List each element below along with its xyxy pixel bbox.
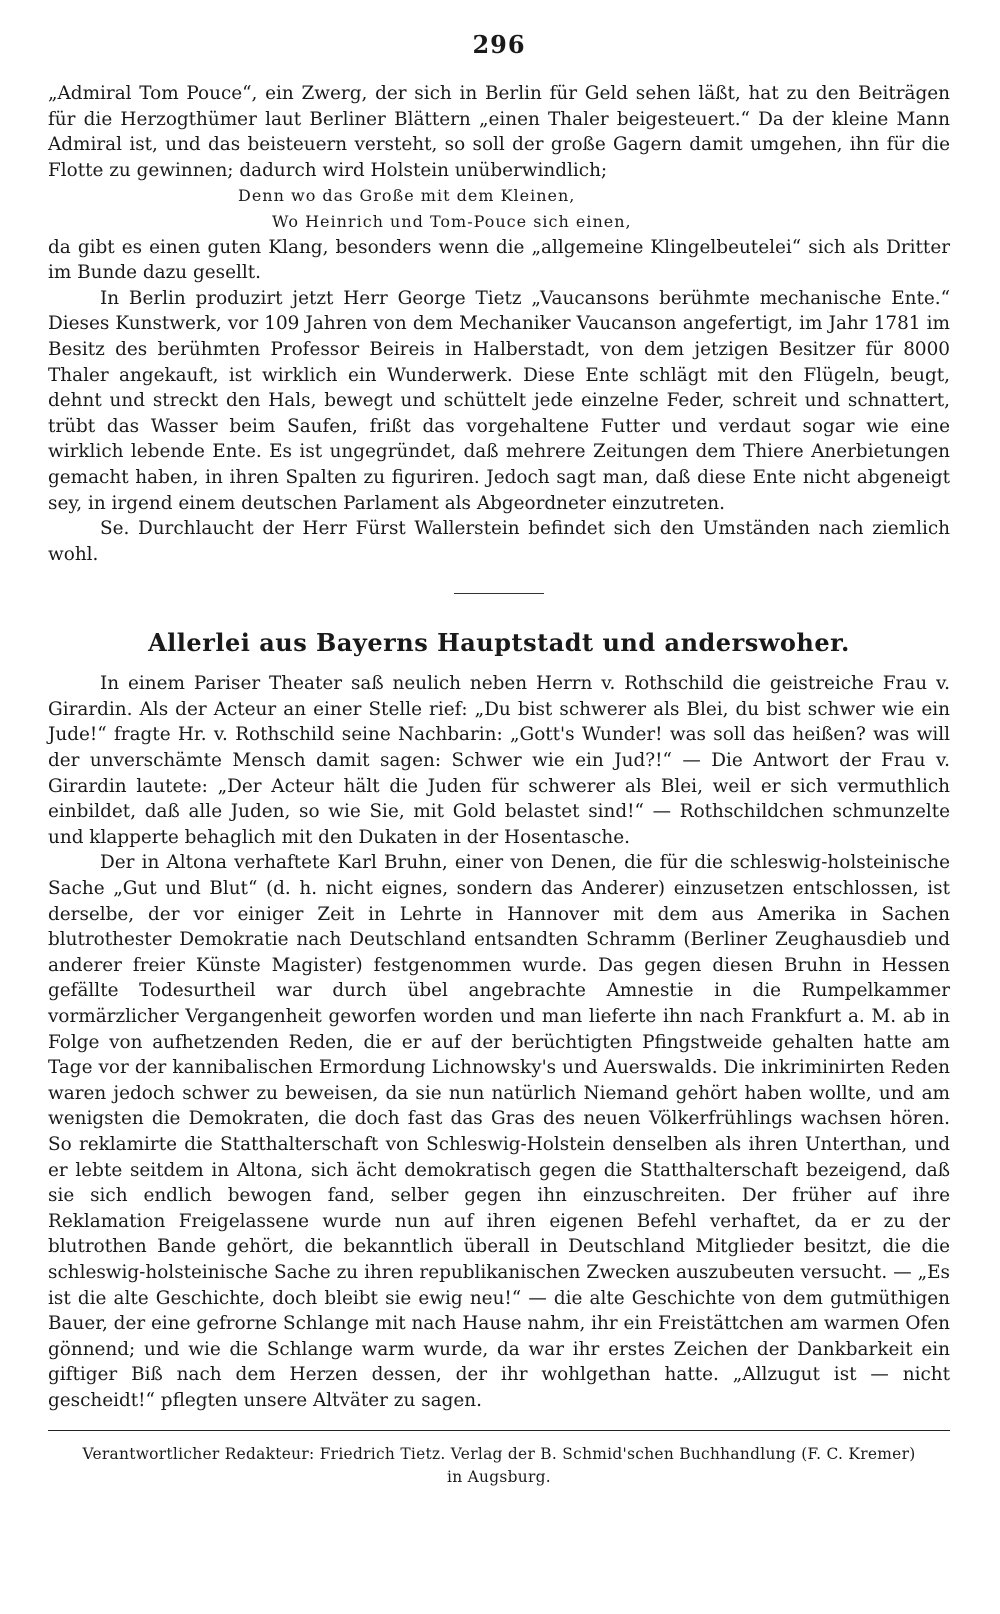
footer-rule — [48, 1430, 950, 1431]
article-paragraph-admiral: „Admiral Tom Pouce“, ein Zwerg, der sich in Berlin für Geld sehen läßt, hat zu den Beiträgen für die Herzogthümer laut Berliner Blättern „einen Thaler beigesteuert.“ Da der kleine Mann Admiral ist, und das beisteuern versteht, so soll der große Gagern damit umgehen, ihn für die Flotte zu gewinnen; dadurch wird Holstein unüberwindlich; — [48, 83, 950, 181]
article-paragraph-bruhn: Der in Altona verhaftete Karl Bruhn, einer von Denen, die für die schleswig-holsteinische Sache „Gut und Blut“ (d. h. nicht eignes, sondern das Anderer) einzusetzen entschlossen, ist derselbe, der vor einiger Zeit in Lehrte in Hannover mit dem aus Amerika in Sachen blutrothester Demokratie nach Deutschland entsandten Schramm (Berliner Zeughausdieb und anderer freier Künste Magister) festgenommen wurde. Das gegen diesen Bruhn in Hessen gefällte Todesurtheil war durch übel angebrachte Amnestie in die Rumpelkammer vormärzlicher Vergangenheit geworfen worden und man lieferte ihn nach Frankfurt a. M. ab in Folge von aufhetzenden Reden, die er auf der berüchtigten Pfingstweide gehalten hatte am Tage vor der kannibalischen Ermordung Lichnowsky's und Auerswalds. Die inkriminirten Reden waren jedoch schwer zu beweisen, da sie nun natürlich Niemand gehört haben wollte, und am wenigsten die Demokraten, die doch fast das Gras des neuen Völkerfrühlings wachsen hören. So reklamirte die Statthalterschaft von Schleswig-Holstein denselben als ihren Unterthan, und er lebte seitdem in Altona, sich ächt demokratisch gegen die Statthalterschaft bezeigend, daß sie sich endlich bewogen fand, selber gegen ihn einzuschreiten. Der früher auf ihre Reklamation Freigelassene wurde nun auf ihren eigenen Befehl verhaftet, da er zu der blutrothen Bande gehört, die bekanntlich überall in Deutschland Mitglieder besitzt, die die schleswig-holsteinische Sache zu ihren republikanischen Zwecken auszubeuten versucht. — „Es ist die alte Geschichte, doch bleibt sie ewig neu!“ — die alte Geschichte von dem gutmüthigen Bauer, der eine gefrorne Schlange mit nach Hause nahm, ihr ein Freistättchen am warmen Ofen gönnend; und wie die Schlange warm wurde, da war ihr erstes Zeichen der Dankbarkeit ein giftiger Biß nach dem Herzen dessen, der ihr wohlgethan hatte. „Allzugut ist — nicht gescheidt!“ pflegten unsere Altväter zu sagen. — [48, 852, 950, 1411]
section-headline: Allerlei aus Bayerns Hauptstadt und anderswoher. — [148, 628, 850, 658]
imprint-line-2: in Augsburg. — [447, 1467, 551, 1486]
article-paragraph-admiral-continued: da gibt es einen guten Klang, besonders wenn die „allgemeine Klingelbeutelei“ sich als Dritter im Bunde dazu gesellt. — [48, 236, 950, 284]
section-divider — [454, 593, 544, 594]
verse-line-2: Wo Heinrich und Tom-Pouce sich einen, — [272, 211, 632, 231]
article-paragraph-wallerstein: Se. Durchlaucht der Herr Fürst Wallerstein befindet sich den Umständen nach ziemlich wohl. — [48, 518, 950, 565]
article-paragraph-rothschild: In einem Pariser Theater saß neulich neben Herrn v. Rothschild die geistreiche Frau v. Girardin. Als der Acteur an einer Stelle rief: „Du bist schwerer als Blei, du bist schwer wie ein Jude!“ fragte Hr. v. Rothschild seine Nachbarin: „Gott's Wunder! was soll das heißen? was will der unverschämte Mensch damit sagen: Schwer wie ein Jud?!“ — Die Antwort der Frau v. Girardin lautete: „Der Acteur hält die Juden für schwerer als Blei, weil er sich vermuthlich einbildet, daß alle Juden, so wie Sie, mit Gold belastet sind!“ — Rothschildchen schmunzelte und klapperte behaglich mit den Dukaten in der Hosentasche. — [48, 673, 950, 848]
article-paragraph-vaucanson-duck: In Berlin produzirt jetzt Herr George Tietz „Vaucansons berühmte mechanische Ente.“ Dieses Kunstwerk, vor 109 Jahren von dem Mechaniker Vaucanson angefertigt, im Jahr 1781 im Besitz des berühmten Professor Beireis in Halberstadt, von dem jetzigen Besitzer für 8000 Thaler angekauft, ist wirklich ein Wunderwerk. Diese Ente schlägt mit den Flügeln, beugt, dehnt und streckt den Hals, bewegt und schüttelt jede einzelne Feder, schreit und schnattert, trübt das Wasser beim Saufen, frißt das vorgehaltene Futter und verdaut sogar wie eine wirklich lebende Ente. Es ist ungegründet, daß mehrere Zeitungen dem Thiere Anerbietungen gemacht haben, in ihren Spalten zu figuriren. Jedoch sagt man, daß diese Ente nicht abgeneigt sey, in irgend einem deutschen Parlament als Abgeordneter einzutreten. — [48, 287, 950, 514]
verse-line-1: Denn wo das Große mit dem Kleinen, — [238, 186, 576, 206]
newspaper-page — [48, 30, 950, 1489]
page-number: 296 — [472, 30, 526, 59]
imprint-line-1: Verantwortlicher Redakteur: Friedrich Tietz. Verlag der B. Schmid'schen Buchhandlung (F. C. Kremer) — [82, 1444, 916, 1463]
